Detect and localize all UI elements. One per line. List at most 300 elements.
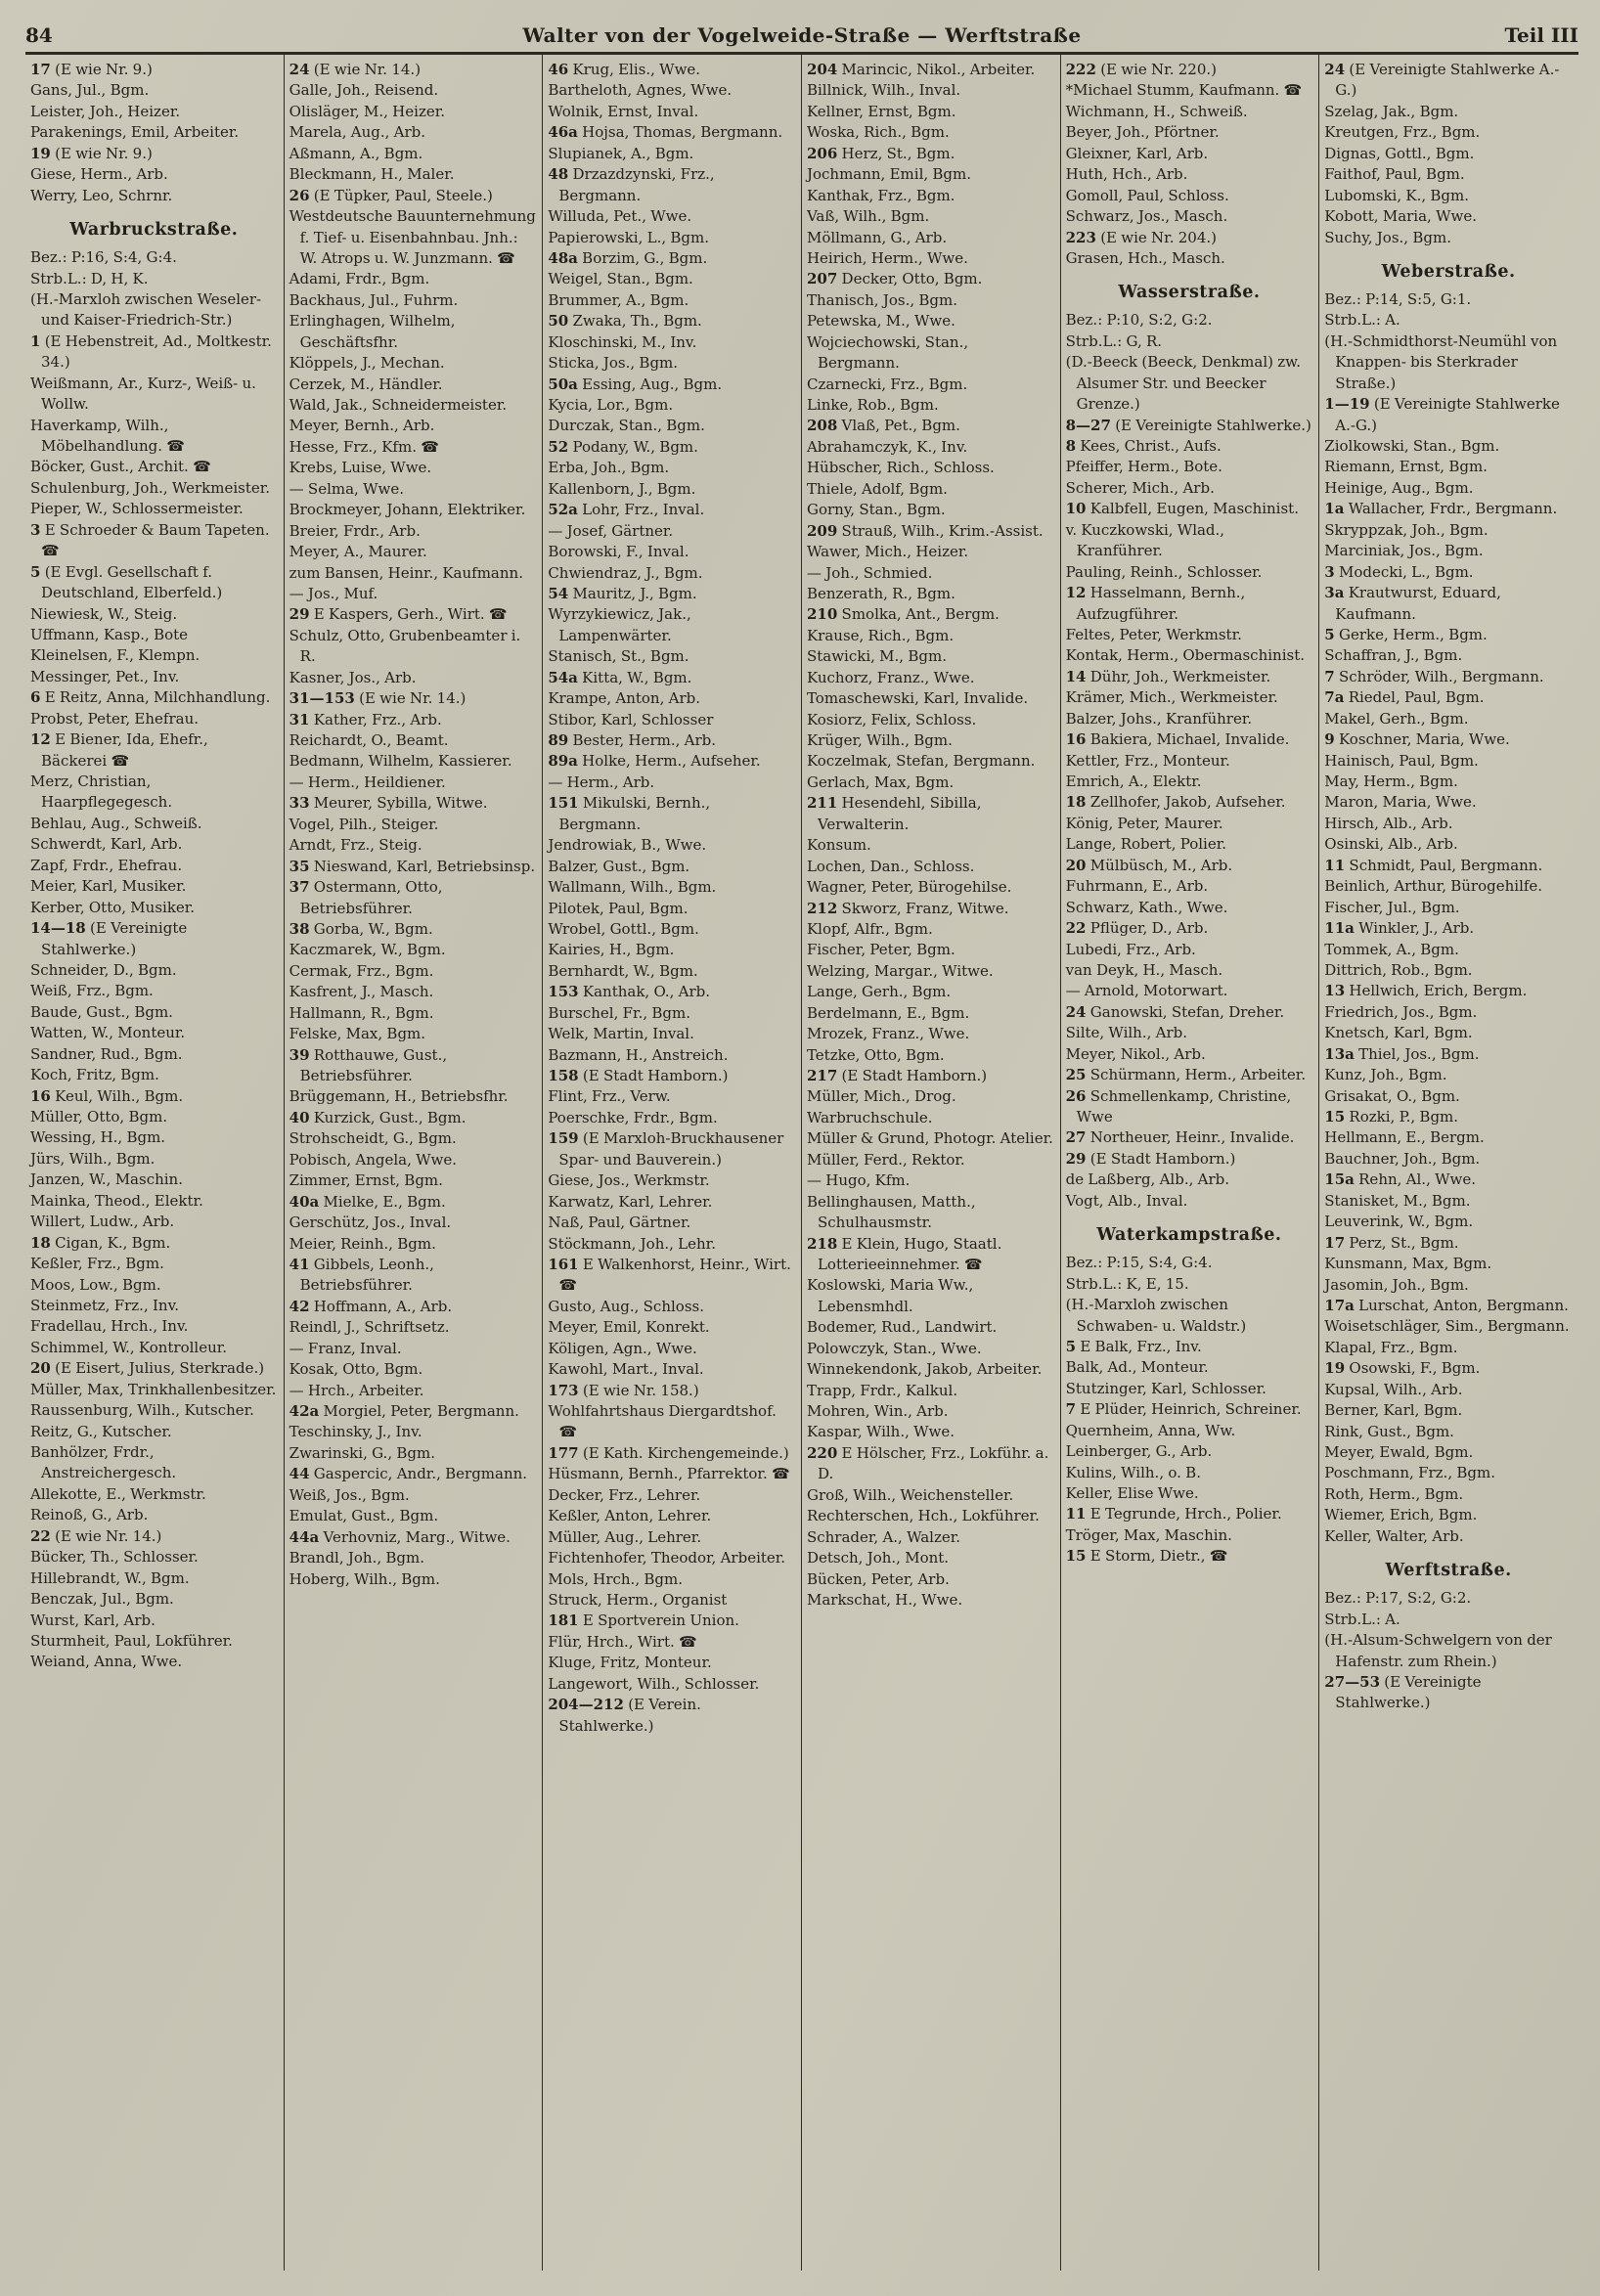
directory-entry: Meyer, Nikol., Arb. [1065,1044,1206,1063]
directory-entry: (H.-Marxloh zwischen Schwaben- u. Waldstr.) [1065,1296,1247,1335]
directory-entry: Krämer, Mich., Werkmeister. [1065,688,1278,707]
street-heading: Weberstraße. [1381,261,1516,282]
page-title: Walter von der Vogelweide-Straße — Werftstraße [522,23,1082,47]
directory-entry: Polowczyk, Stan., Wwe. [806,1339,982,1357]
directory-entry: 29 E Kaspers, Gerh., Wirt. ☎ [289,605,508,624]
directory-entry: Erlinghagen, Wilhelm, Geschäftsfhr. [289,312,456,351]
directory-entry: Schimmel, W., Kontrolleur. [30,1338,228,1356]
directory-entry: 212 Skworz, Franz, Witwe. [806,899,1009,917]
directory-entry: zum Bansen, Heinr., Kaufmann. [289,563,523,582]
directory-entry: Lange, Robert, Polier. [1065,835,1227,854]
directory-entry: 42 Hoffmann, A., Arb. [289,1297,453,1315]
directory-entry: Knetsch, Karl, Bgm. [1324,1024,1473,1042]
directory-entry: Brandl, Joh., Bgm. [289,1549,425,1567]
directory-entry: Berner, Karl, Bgm. [1324,1401,1463,1420]
directory-entry: Niewiesk, W., Steig. [30,604,178,623]
directory-entry: Fuhrmann, E., Arb. [1065,877,1209,896]
directory-entry: 11 Schmidt, Paul, Bergmann. [1324,856,1543,874]
directory-entry: Breier, Frdr., Arb. [289,521,421,540]
directory-entry: 19 Osowski, F., Bgm. [1324,1359,1481,1378]
directory-entry: Bedmann, Wilhelm, Kassierer. [289,752,512,771]
directory-entry: 18 Zellhofer, Jakob, Aufseher. [1065,793,1286,812]
directory-entry: Kaspar, Wilh., Wwe. [806,1423,956,1441]
directory-entry: 217 (E Stadt Hamborn.) [806,1067,988,1084]
directory-entry: Papierowski, L., Bgm. [548,228,709,246]
directory-entry: 5 Gerke, Herm., Bgm. [1324,625,1488,643]
directory-entry: Müller, Otto, Bgm. [30,1108,168,1126]
directory-entry: Müller, Aug., Lehrer. [548,1527,702,1546]
directory-entry: Reitz, G., Kutscher. [30,1422,172,1440]
directory-entry: Felske, Max, Bgm. [289,1025,426,1043]
directory-entry: 159 (E Marxloh-Bruckhausener Spar- und Bauverein.) [548,1129,784,1169]
directory-entry: Backhaus, Jul., Fuhrm. [289,290,459,309]
directory-entry: Strb.L.: G, R. [1065,331,1163,350]
directory-entry: Petewska, M., Wwe. [806,312,956,331]
directory-entry: Marciniak, Jos., Bgm. [1324,542,1484,560]
directory-entry: Böcker, Gust., Archit. ☎ [30,458,211,476]
directory-entry: 27 Northeuer, Heinr., Invalide. [1065,1128,1295,1147]
directory-entry: Hainisch, Paul, Bgm. [1324,751,1479,770]
directory-entry: 22 Pflüger, D., Arb. [1065,919,1209,938]
directory-entry: 7 E Plüder, Heinrich, Schreiner. [1065,1400,1302,1419]
directory-entry: Bez.: P:15, S:4, G:4. [1065,1254,1213,1272]
directory-entry: 161 E Walkenhorst, Heinr., Wirt. ☎ [548,1255,791,1295]
directory-entry: 35 Nieswand, Karl, Betriebsinsp. [289,857,536,875]
directory-entry: 52 Podany, W., Bgm. [548,437,698,456]
directory-entry: — Josef, Gärtner. [548,521,674,540]
directory-entry: Klöppels, J., Mechan. [289,354,445,373]
directory-entry: 8—27 (E Vereinigte Stahlwerke.) [1065,416,1311,434]
directory-entry: 44a Verhovniz, Marg., Witwe. [289,1527,511,1546]
directory-entry: — Herm., Heildiener. [289,773,446,791]
directory-entry: Kallenborn, J., Bgm. [548,479,696,498]
directory-entry: Bücker, Th., Schlosser. [30,1548,199,1567]
directory-entry: 7 Schröder, Wilh., Bergmann. [1324,667,1544,685]
directory-entry: Klopf, Alfr., Bgm. [806,919,933,938]
directory-entry: Strb.L.: D, H, K. [30,269,149,287]
directory-entry: Heinige, Aug., Bgm. [1324,478,1474,497]
directory-entry: Jasomin, Joh., Bgm. [1324,1275,1469,1294]
directory-entry: 50 Zwaka, Th., Bgm. [548,312,702,331]
directory-entry: Krampe, Anton, Arb. [548,689,700,708]
directory-entry: Hillebrandt, W., Bgm. [30,1568,190,1587]
directory-entry: Decker, Frz., Lehrer. [548,1485,701,1504]
directory-entry: Riemann, Ernst, Bgm. [1324,458,1488,476]
directory-entry: Haverkamp, Wilh., Möbelhandlung. ☎ [30,416,185,456]
directory-entry: 15 E Storm, Dietr., ☎ [1065,1547,1228,1566]
directory-entry: Gleixner, Karl, Arb. [1065,144,1209,162]
directory-entry: Flür, Hrch., Wirt. ☎ [548,1632,697,1651]
directory-entry: 20 (E Eisert, Julius, Sterkrade.) [30,1359,265,1378]
directory-entry: Thiele, Adolf, Bgm. [806,479,948,498]
directory-entry: Mainka, Theod., Elektr. [30,1191,203,1210]
directory-entry: 25 Schürmann, Herm., Arbeiter. [1065,1066,1307,1084]
directory-entry: Durczak, Stan., Bgm. [548,417,705,435]
directory-entry: 9 Koschner, Maria, Wwe. [1324,730,1510,749]
directory-entry: Slupianek, A., Bgm. [548,144,694,162]
directory-entry: Allekotte, E., Werkmstr. [30,1484,206,1503]
directory-entry: Bartheloth, Agnes, Wwe. [548,81,733,100]
directory-entry: Poschmann, Frz., Bgm. [1324,1464,1495,1482]
directory-entry: Teschinsky, J., Inv. [289,1423,422,1441]
directory-entry: Silte, Wilh., Arb. [1065,1024,1188,1042]
directory-column [1319,55,1578,2271]
directory-entry: Kloschinski, M., Inv. [548,332,697,351]
directory-entry: 173 (E wie Nr. 158.) [548,1381,699,1399]
directory-entry: 89 Bester, Herm., Arb. [548,731,717,749]
directory-entry: 7a Riedel, Paul, Bgm. [1324,688,1485,707]
directory-entry: 1—19 (E Vereinigte Stahlwerke A.-G.) [1324,395,1560,434]
directory-entry: Hirsch, Alb., Arb. [1324,814,1453,832]
directory-entry: Benczak, Jul., Bgm. [30,1590,174,1609]
directory-entry: Pobisch, Angela, Wwe. [289,1150,458,1169]
directory-entry: Lochen, Dan., Schloss. [806,857,975,875]
directory-entry: Rechterschen, Hch., Lokführer. [806,1507,1040,1525]
directory-entry: Wallmann, Wilh., Bgm. [548,878,717,897]
directory-entry: Willuda, Pet., Wwe. [548,207,692,226]
directory-entry: Wald, Jak., Schneidermeister. [289,396,508,414]
directory-entry: Detsch, Joh., Mont. [806,1549,950,1567]
directory-entry: Sticka, Jos., Bgm. [548,354,679,373]
directory-entry: Möllmann, G., Arb. [806,228,948,246]
directory-entry: Tomaschewski, Karl, Invalide. [806,689,1029,708]
directory-entry: — Hrch., Arbeiter. [289,1381,424,1399]
page-header [25,23,1578,47]
directory-entry: 1a Wallacher, Frdr., Bergmann. [1324,500,1558,518]
directory-entry: Fichtenhofer, Theodor, Arbeiter. [548,1549,786,1567]
directory-entry: Rink, Gust., Bgm. [1324,1422,1454,1440]
directory-entry: — Arnold, Motorwart. [1065,982,1228,1000]
directory-entry: Klapal, Frz., Bgm. [1324,1338,1458,1356]
directory-entry: Schulz, Otto, Grubenbeamter i. R. [289,626,521,666]
directory-entry: 42a Morgiel, Peter, Bergmann. [289,1402,519,1420]
directory-entry: Kupsal, Wilh., Arb. [1324,1380,1463,1398]
directory-entry: Kycia, Lor., Bgm. [548,396,674,414]
directory-entry: Hallmann, R., Bgm. [289,1003,434,1022]
directory-entry: Hoberg, Wilh., Bgm. [289,1569,440,1588]
directory-entry: Leister, Joh., Heizer. [30,102,181,120]
directory-entry: Welk, Martin, Inval. [548,1025,694,1043]
directory-entry: Schaffran, J., Bgm. [1324,646,1463,665]
directory-entry: Benzerath, R., Bgm. [806,584,956,602]
directory-entry: Adami, Frdr., Bgm. [289,270,430,288]
directory-entry: Müller, Max, Trinkhallenbesitzer. [30,1380,277,1398]
directory-entry: 211 Hesendehl, Sibilla, Verwalterin. [806,794,982,833]
directory-entry: 210 Smolka, Ant., Bergm. [806,605,1000,624]
directory-entry: Kawohl, Mart., Inval. [548,1360,704,1379]
directory-entry: Koch, Fritz, Bgm. [30,1066,159,1084]
directory-entry: Baude, Gust., Bgm. [30,1002,173,1021]
directory-entry: 54a Kitta, W., Bgm. [548,668,692,686]
directory-entry: Reichardt, O., Beamt. [289,731,449,749]
directory-entry: Kosiorz, Felix, Schloss. [806,710,977,729]
directory-entry: Tommek, A., Bgm. [1324,940,1459,958]
directory-entry: Borowski, F., Inval. [548,543,689,561]
directory-entry: Gomoll, Paul, Schloss. [1065,186,1229,204]
directory-entry: Müller, Mich., Drog. [806,1087,956,1106]
directory-entry: 5 E Balk, Frz., Inv. [1065,1337,1202,1355]
directory-entry: Balzer, Gust., Bgm. [548,857,690,875]
directory-entry: Chwiendraz, J., Bgm. [548,563,703,582]
directory-entry: — Selma, Wwe. [289,479,404,498]
directory-entry: Szelag, Jak., Bgm. [1324,102,1459,120]
directory-entry: Messinger, Pet., Inv. [30,667,180,685]
directory-entry: Kleinelsen, F., Klempn. [30,646,200,665]
directory-entry: Linke, Rob., Bgm. [806,396,939,414]
directory-entry: Behlau, Aug., Schweiß. [30,814,202,832]
directory-entry: Strb.L.: A. [1324,311,1400,330]
directory-entry: Abrahamczyk, K., Inv. [806,437,968,456]
directory-entry: Uffmann, Kasp., Bote [30,625,189,643]
directory-entry: Müller, Ferd., Rektor. [806,1150,965,1169]
directory-entry: Schneider, D., Bgm. [30,960,177,979]
directory-entry: Vogel, Pilh., Steiger. [289,815,439,833]
directory-entry: — Jos., Muf. [289,584,378,602]
directory-entry: 39 Rotthauwe, Gust., Betriebsführer. [289,1045,448,1084]
directory-entry: Werry, Leo, Schrnr. [30,186,173,204]
directory-entry: 208 Vlaß, Pet., Bgm. [806,417,960,435]
directory-entry: Schwerdt, Karl, Arb. [30,835,183,854]
directory-entry: 33 Meurer, Sybilla, Witwe. [289,794,488,813]
directory-entry: (D.-Beeck (Beeck, Denkmal) zw. Alsumer Str. und Beecker Grenze.) [1065,353,1301,414]
directory-entry: van Deyk, H., Masch. [1065,960,1223,979]
directory-entry: Krüger, Wilh., Bgm. [806,731,953,749]
directory-entry: 44 Gaspercic, Andr., Bergmann. [289,1465,528,1483]
directory-entry: 222 (E wie Nr. 220.) [1065,61,1217,78]
directory-entry: Pilotek, Paul, Bgm. [548,899,689,917]
directory-entry: Giese, Jos., Werkmstr. [548,1171,710,1190]
directory-entry: 31 Kather, Frz., Arb. [289,710,442,729]
directory-entry: Erba, Joh., Bgm. [548,459,670,477]
directory-entry: Kairies, H., Bgm. [548,941,675,959]
directory-entry: 12 Hasselmann, Bernh., Aufzugführer. [1065,584,1246,623]
directory-entry: Fradellau, Hrch., Inv. [30,1317,189,1336]
directory-entry: Brüggemann, H., Betriebsfhr. [289,1087,509,1106]
directory-entry: Cerzek, M., Händler. [289,375,443,393]
directory-entry: 181 E Sportverein Union. [548,1612,739,1630]
directory-entry: Kettler, Frz., Monteur. [1065,751,1230,770]
directory-entry: Sturmheit, Paul, Lokführer. [30,1631,233,1650]
directory-entry: Merz, Christian, Haarpflegegesch. [30,773,173,812]
directory-entry: Wawer, Mich., Heizer. [806,543,969,561]
directory-entry: Zwarinski, G., Bgm. [289,1443,435,1462]
directory-entry: 5 (E Evgl. Gesellschaft f. Deutschland, Elberfeld.) [30,562,223,602]
directory-entry: Makel, Gerh., Bgm. [1324,709,1469,728]
directory-entry: Galle, Joh., Reisend. [289,81,439,100]
directory-entry: 6 E Reitz, Anna, Milchhandlung. [30,688,271,707]
directory-entry: Reindl, J., Schriftsetz. [289,1318,450,1337]
directory-entry: Friedrich, Jos., Bgm. [1324,1002,1478,1021]
page-number: 84 [25,23,53,47]
directory-entry: Wojciechowski, Stan., Bergmann. [806,332,969,373]
directory-entry: Pfeiffer, Herm., Bote. [1065,458,1222,476]
directory-entry: Keller, Elise Wwe. [1065,1484,1199,1503]
directory-entry: Müller & Grund, Photogr. Atelier. [806,1129,1053,1148]
directory-entry: Kuchorz, Franz., Wwe. [806,668,975,686]
directory-entry: Schwarz, Kath., Wwe. [1065,898,1228,916]
directory-entry: Raussenburg, Wilh., Kutscher. [30,1401,254,1420]
directory-entry: Mols, Hrch., Bgm. [548,1569,683,1588]
directory-entry: 220 E Hölscher, Frz., Lokführ. a. D. [806,1443,1049,1483]
directory-entry: Bazmann, H., Anstreich. [548,1045,729,1064]
directory-entry: 20 Mülbüsch, M., Arb. [1065,856,1233,874]
directory-entry: Weiß, Frz., Bgm. [30,982,154,1000]
street-heading: Wasserstraße. [1118,283,1261,303]
directory-entry: 46 Krug, Elis., Wwe. [548,61,701,78]
directory-entry: 151 Mikulski, Bernh., Bergmann. [548,794,711,833]
directory-entry: Quernheim, Anna, Ww. [1065,1421,1236,1439]
directory-entry: 17 Perz, St., Bgm. [1324,1233,1459,1252]
directory-entry: Kobott, Maria, Wwe. [1324,207,1477,226]
directory-entry: Ziolkowski, Stan., Bgm. [1324,437,1500,456]
directory-entry: 24 (E wie Nr. 14.) [289,61,422,78]
directory-entry: Gans, Jul., Bgm. [30,81,150,100]
directory-entry: Bauchner, Joh., Bgm. [1324,1149,1481,1168]
directory-entry: Meyer, Bernh., Arb. [289,417,435,435]
directory-entry: Bleckmann, H., Maler. [289,165,455,184]
directory-entry: Maron, Maria, Wwe. [1324,793,1477,812]
directory-entry: Stanisket, M., Bgm. [1324,1191,1471,1210]
directory-entry: Kellner, Ernst, Bgm. [806,102,956,120]
directory-entry: Scherer, Mich., Arb. [1065,478,1215,497]
directory-entry: 41 Gibbels, Leonh., Betriebsführer. [289,1255,434,1295]
directory-entry: Tröger, Max, Maschin. [1065,1525,1232,1544]
directory-entry: Strb.L.: K, E, 15. [1065,1274,1189,1293]
directory-entry: Kaczmarek, W., Bgm. [289,941,446,959]
directory-entry: 50a Essing, Aug., Bgm. [548,375,723,393]
directory-entry: 89a Holke, Herm., Aufseher. [548,752,761,771]
directory-entry: Bez.: P:16, S:4, G:4. [30,248,177,267]
directory-entry: Zapf, Frdr., Ehefrau. [30,856,183,874]
directory-entry: Mohren, Win., Arb. [806,1402,949,1420]
directory-entry: Giese, Herm., Arb. [30,165,168,184]
directory-column [285,55,544,2271]
directory-entry: 27—53 (E Vereinigte Stahlwerke.) [1324,1672,1482,1712]
directory-entry: Thanisch, Jos., Bgm. [806,290,957,309]
directory-entry: 8 Kees, Christ., Aufs. [1065,437,1222,456]
directory-entry: Krebs, Luise, Wwe. [289,459,432,477]
directory-entry: Burschel, Fr., Bgm. [548,1003,690,1022]
directory-entry: 209 Strauß, Wilh., Krim.-Assist. [806,521,1044,540]
directory-entry: Stawicki, M., Bgm. [806,647,947,666]
directory-entry: — Herm., Arb. [548,773,655,791]
directory-entry: 3 E Schroeder & Baum Tapeten. ☎ [30,520,270,560]
directory-entry: Hesse, Frz., Kfm. ☎ [289,437,439,456]
directory-entry: Woisetschläger, Sim., Bergmann. [1324,1317,1570,1336]
directory-entry: Heirich, Herm., Wwe. [806,248,968,267]
directory-entry: 15a Rehn, Al., Wwe. [1324,1170,1477,1189]
directory-entry: Kanthak, Frz., Bgm. [806,186,956,204]
directory-entry: 40a Mielke, E., Bgm. [289,1192,446,1211]
directory-entry: Grasen, Hch., Masch. [1065,248,1225,267]
directory-entry: Strb.L.: A. [1324,1610,1400,1628]
directory-entry: (H.-Marxloh zwischen Weseler- und Kaiser-Friedrich-Str.) [30,289,262,330]
directory-entry: Woska, Rich., Bgm. [806,123,950,142]
directory-entry: Watten, W., Monteur. [30,1024,186,1042]
directory-entry: — Joh., Schmied. [806,563,933,582]
directory-entry: Roth, Herm., Bgm. [1324,1484,1464,1503]
directory-entry: Jendrowiak, B., Wwe. [548,836,707,855]
directory-entry: Weiand, Anna, Wwe. [30,1653,183,1671]
directory-entry: 24 (E Vereinigte Stahlwerke A.-G.) [1324,61,1560,100]
directory-entry: Cermak, Frz., Bgm. [289,961,434,980]
directory-entry: Strohscheidt, G., Bgm. [289,1129,457,1148]
directory-entry: Jochmann, Emil, Bgm. [806,165,972,184]
directory-entry: Feltes, Peter, Werkmstr. [1065,625,1242,643]
directory-entry: Wolnik, Ernst, Inval. [548,102,699,120]
directory-entry: Olisläger, M., Heizer. [289,102,446,120]
directory-entry: Fischer, Jul., Bgm. [1324,898,1460,916]
directory-entry: Bernhardt, W., Bgm. [548,961,698,980]
directory-entry: 158 (E Stadt Hamborn.) [548,1067,729,1084]
directory-entry: Hübscher, Rich., Schloss. [806,459,995,477]
directory-entry: 48a Borzim, G., Bgm. [548,248,708,267]
directory-entry: Bodemer, Rud., Landwirt. [806,1318,998,1337]
directory-entry: 29 (E Stadt Hamborn.) [1065,1149,1236,1168]
directory-entry: 19 (E wie Nr. 9.) [30,144,153,162]
directory-entry: 11 E Tegrunde, Hrch., Polier. [1065,1505,1282,1523]
directory-entry: Meyer, Emil, Konrekt. [548,1318,710,1337]
directory-entry: Warbruchschule. [806,1108,933,1126]
page-part-label: Teil III [1504,23,1578,47]
directory-entry: Koslowski, Maria Ww., Lebensmhdl. [806,1276,974,1315]
directory-entry: 48 Drzazdzynski, Frz., Bergmann. [548,165,715,204]
directory-entry: 52a Lohr, Frz., Inval. [548,501,705,519]
directory-entry: 177 (E Kath. Kirchengemeinde.) [548,1443,789,1462]
directory-entry: Billnick, Wilh., Inval. [806,81,961,100]
directory-entry: Skryppzak, Joh., Bgm. [1324,520,1489,539]
directory-entry: Wyrzykiewicz, Jak., Lampenwärter. [548,605,691,644]
directory-entry: 153 Kanthak, O., Arb. [548,983,711,1001]
directory-entry: Struck, Herm., Organist [548,1590,728,1609]
directory-entry: Welzing, Margar., Witwe. [806,961,994,980]
directory-entry: Stanisch, St., Bgm. [548,647,689,666]
directory-entry: Leinberger, G., Arb. [1065,1442,1213,1461]
directory-entry: Poerschke, Frdr., Bgm. [548,1108,718,1126]
directory-entry: 22 (E wie Nr. 14.) [30,1526,162,1545]
directory-entry: König, Peter, Maurer. [1065,814,1223,832]
directory-entry: Flint, Frz., Verw. [548,1087,671,1106]
directory-entry: Gerlach, Max, Bgm. [806,773,955,791]
directory-entry: 204—212 (E Verein. Stahlwerke.) [548,1696,701,1735]
directory-entry: Kunz, Joh., Bgm. [1324,1066,1447,1084]
street-heading: Waterkampstraße. [1096,1225,1282,1246]
directory-entry: Krause, Rich., Bgm. [806,626,955,644]
directory-entry: — Franz, Inval. [289,1339,402,1357]
directory-entry: Winnekendonk, Jakob, Arbeiter. [806,1360,1043,1379]
directory-entry: Tetzke, Otto, Bgm. [806,1045,945,1064]
directory-column [1061,55,1320,2271]
directory-entry: Arndt, Frz., Steig. [289,836,422,855]
directory-entry: Balzer, Johs., Kranführer. [1065,709,1253,728]
directory-entry: Aßmann, A., Bgm. [289,144,423,162]
directory-entry: Hellmann, E., Bergm. [1324,1128,1485,1147]
directory-entry: Leuverink, W., Bgm. [1324,1213,1474,1231]
directory-entry: Schulenburg, Joh., Werkmeister. [30,478,271,497]
directory-entry: Steinmetz, Frz., Inv. [30,1296,180,1314]
directory-entry: Bez.: P:17, S:2, G:2. [1324,1589,1472,1608]
directory-entry: Moos, Low., Bgm. [30,1275,161,1294]
directory-entry: Wiemer, Erich, Bgm. [1324,1506,1478,1524]
directory-entry: Wagner, Peter, Bürogehilse. [806,878,1012,897]
directory-entry: Berdelmann, E., Bgm. [806,1003,970,1022]
directory-entry: Willert, Ludw., Arb. [30,1213,175,1231]
directory-entry: 38 Gorba, W., Bgm. [289,919,433,938]
directory-entry: Grisakat, O., Bgm. [1324,1086,1460,1105]
directory-entry: v. Kuczkowski, Wlad., Kranführer. [1065,520,1225,560]
directory-entry: Sandner, Rud., Bgm. [30,1044,183,1063]
directory-column [802,55,1061,2271]
